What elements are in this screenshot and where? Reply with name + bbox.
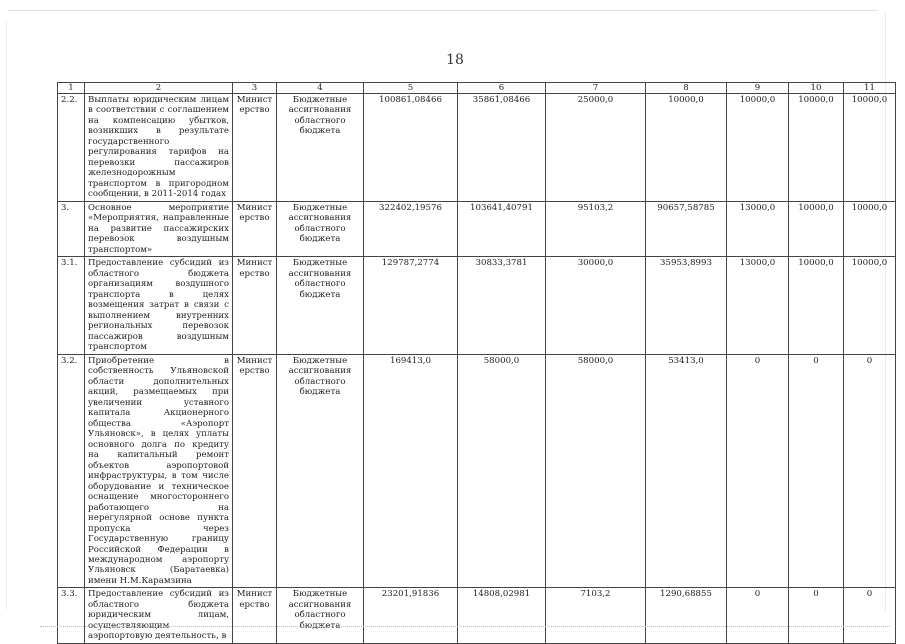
header-cell: 4 — [277, 83, 364, 94]
row-number: 3.2. — [58, 354, 85, 588]
row-year-value: 10000,0 — [646, 94, 727, 202]
row-activity-name: Предоставление субсидий из областного бюджета организациям воздушного транспорта в целях возмещения затрат в связи с выполнением внутренних региональных перевозок пассажиров воздушным транспортом — [85, 257, 233, 354]
header-cell: 2 — [85, 83, 233, 94]
row-total: 100861,08466 — [364, 94, 458, 202]
row-year-value: 13000,0 — [727, 202, 789, 257]
row-year-value: 13000,0 — [727, 257, 789, 354]
row-year-value: 1290,68855 — [646, 588, 727, 643]
table-row — [58, 202, 896, 257]
row-year-value: 90657,58785 — [646, 202, 727, 257]
header-cell: 9 — [727, 83, 789, 94]
row-year-value: 14808,02981 — [458, 588, 546, 643]
row-funding-source: Бюджетные ассигнования областного бюджета — [277, 202, 364, 257]
row-total: 23201,91836 — [364, 588, 458, 643]
row-year-value: 10000,0 — [789, 202, 844, 257]
table-row — [58, 94, 896, 202]
row-year-value: 35861,08466 — [458, 94, 546, 202]
row-year-value: 58000,0 — [546, 354, 646, 588]
page-number: 18 — [446, 52, 464, 68]
row-responsible: Министерство — [233, 588, 277, 643]
row-responsible: Министерство — [233, 257, 277, 354]
table-header-row — [58, 83, 896, 94]
row-year-value: 53413,0 — [646, 354, 727, 588]
table-row — [58, 354, 896, 588]
row-year-value: 0 — [844, 354, 896, 588]
row-activity-name: Основное мероприятие «Мероприятия, направленные на развитие пассажирских перевозок воздушным транспортом» — [85, 202, 233, 257]
row-year-value: 10000,0 — [844, 202, 896, 257]
row-activity-name: Приобретение в собственность Ульяновской области дополнительных акций, размещаемых при увеличении уставного капитала Акционерного общества «Аэропорт Ульяновск», в целях уплаты основного долга по кредиту на капитальный ремонт объектов аэропортовой инфраструктуры, в том числе оборудование и техническое оснащение многостороннего работающего на нерегулярной основе пункта пропуска через Государственную границу Российской Федерации в международном аэропорту Ульяновск (Баратаевка) имени Н.М.Карамзина — [85, 354, 233, 588]
row-funding-source: Бюджетные ассигнования областного бюджета — [277, 588, 364, 643]
row-total: 322402,19576 — [364, 202, 458, 257]
header-cell: 10 — [789, 83, 844, 94]
row-year-value: 0 — [789, 354, 844, 588]
header-cell: 11 — [844, 83, 896, 94]
row-total: 129787,2774 — [364, 257, 458, 354]
row-year-value: 0 — [789, 588, 844, 643]
row-number: 2.2. — [58, 94, 85, 202]
header-cell: 1 — [58, 83, 85, 94]
header-cell: 6 — [458, 83, 546, 94]
row-responsible: Министерство — [233, 354, 277, 588]
row-funding-source: Бюджетные ассигнования областного бюджета — [277, 94, 364, 202]
table-row — [58, 257, 896, 354]
row-funding-source: Бюджетные ассигнования областного бюджета — [277, 354, 364, 588]
row-year-value: 95103,2 — [546, 202, 646, 257]
header-cell: 5 — [364, 83, 458, 94]
row-year-value: 58000,0 — [458, 354, 546, 588]
row-year-value: 0 — [727, 588, 789, 643]
row-activity-name: Выплаты юридическим лицам в соответствии с соглашением на компенсацию убытков, возникших в результате государственного регулирования тарифов на перевозки пассажиров железнодорожным транспортом в пригородном сообщении, в 2011-2014 годах — [85, 94, 233, 202]
row-year-value: 10000,0 — [789, 257, 844, 354]
row-responsible: Министерство — [233, 202, 277, 257]
row-year-value: 25000,0 — [546, 94, 646, 202]
budget-table — [57, 82, 896, 644]
scan-top-border — [8, 10, 878, 11]
row-number: 3.3. — [58, 588, 85, 643]
row-year-value: 0 — [727, 354, 789, 588]
row-year-value: 10000,0 — [789, 94, 844, 202]
scan-left-border — [6, 20, 7, 610]
header-cell: 3 — [233, 83, 277, 94]
row-year-value: 0 — [844, 588, 896, 643]
row-funding-source: Бюджетные ассигнования областного бюджета — [277, 257, 364, 354]
header-cell: 7 — [546, 83, 646, 94]
row-year-value: 10000,0 — [727, 94, 789, 202]
table-row — [58, 588, 896, 643]
header-cell: 8 — [646, 83, 727, 94]
row-responsible: Министерство — [233, 94, 277, 202]
row-year-value: 10000,0 — [844, 257, 896, 354]
row-number: 3. — [58, 202, 85, 257]
row-year-value: 30833,3781 — [458, 257, 546, 354]
row-year-value: 103641,40791 — [458, 202, 546, 257]
row-total: 169413,0 — [364, 354, 458, 588]
row-year-value: 7103,2 — [546, 588, 646, 643]
row-year-value: 35953,8993 — [646, 257, 727, 354]
row-year-value: 10000,0 — [844, 94, 896, 202]
row-year-value: 30000,0 — [546, 257, 646, 354]
scan-footer-noise — [40, 626, 890, 628]
row-number: 3.1. — [58, 257, 85, 354]
row-activity-name: Предоставление субсидий из областного бюджета юридическим лицам, осуществляющим аэропортовую деятельность, в — [85, 588, 233, 643]
